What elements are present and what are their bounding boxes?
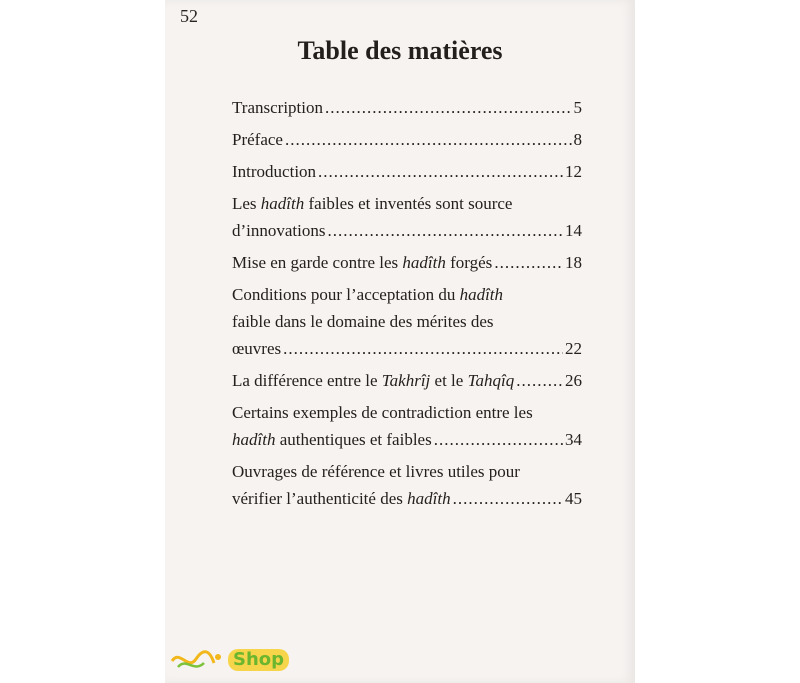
toc-text-part: hadîth xyxy=(260,194,305,213)
toc-text-part: faible dans le domaine des mérites des xyxy=(232,312,494,331)
toc-entry-line xyxy=(232,281,582,308)
toc-entry-text xyxy=(232,126,283,153)
toc-entry xyxy=(232,367,582,394)
toc-page-number: 22 xyxy=(565,339,582,358)
toc-entry-line xyxy=(232,399,582,426)
toc-leader-dots xyxy=(453,485,563,512)
toc-page-number: 45 xyxy=(565,489,582,508)
toc-entry-text xyxy=(232,308,494,335)
toc-entry xyxy=(232,281,582,362)
toc-text-part: hadîth xyxy=(232,430,276,449)
toc-text-part: authentiques et faibles xyxy=(275,430,432,449)
toc-entry-text xyxy=(232,281,503,308)
toc-text-part: forgés xyxy=(445,253,493,272)
toc-entry xyxy=(232,190,582,244)
shop-logo xyxy=(170,647,289,673)
toc-entry-line xyxy=(232,94,582,121)
toc-entry xyxy=(232,126,582,153)
toc-leader-dots xyxy=(285,126,572,153)
toc-text-part: hadîth xyxy=(459,285,504,304)
toc-leader-dots xyxy=(283,335,563,362)
toc-text-part: œuvres xyxy=(232,339,282,358)
toc-entry-line xyxy=(232,190,582,217)
toc-entry-text xyxy=(232,335,281,362)
toc-text-part: faibles et inventés sont source xyxy=(304,194,513,213)
toc-page-number: 5 xyxy=(573,98,582,117)
toc-entry-text xyxy=(232,485,451,512)
toc-entry-text xyxy=(232,158,316,185)
toc-leader-dots xyxy=(318,158,563,185)
toc-page-number: 34 xyxy=(565,430,582,449)
toc-text-part: hadîth xyxy=(402,253,446,272)
toc-entry-text xyxy=(232,367,514,394)
toc-leader-dots xyxy=(328,217,564,244)
toc-entry-line xyxy=(232,126,582,153)
toc-text-part: Les xyxy=(232,194,261,213)
toc-page-number: 18 xyxy=(565,253,582,272)
toc-entry-text xyxy=(232,94,323,121)
toc-text-part: Certains exemples de contradiction entre les xyxy=(232,403,533,422)
swirl-icon xyxy=(170,647,228,673)
toc-entry-line xyxy=(232,335,582,362)
toc-entry xyxy=(232,94,582,121)
toc-entry xyxy=(232,158,582,185)
toc-leader-dots xyxy=(516,367,563,394)
toc-text-part: Introduction xyxy=(232,162,317,181)
toc-text-part: Mise en garde contre les xyxy=(232,253,403,272)
page-title: Table des matières xyxy=(297,36,503,65)
toc-entry-text xyxy=(232,399,533,426)
toc-entry-text xyxy=(232,190,512,217)
toc-entry-text xyxy=(232,217,326,244)
toc-text-part: et le xyxy=(430,371,468,390)
shop-logo-text: Shop xyxy=(228,649,289,671)
toc-entry-line xyxy=(232,249,582,276)
toc-entry xyxy=(232,458,582,512)
toc-page-number: 26 xyxy=(565,371,582,390)
toc-text-part: La différence entre le xyxy=(232,371,382,390)
toc-page-number: 14 xyxy=(565,221,582,240)
toc-leader-dots xyxy=(325,94,572,121)
toc-leader-dots xyxy=(434,426,563,453)
table-of-contents xyxy=(232,94,582,517)
toc-text-part: Transcription xyxy=(232,98,323,117)
toc-leader-dots xyxy=(494,249,563,276)
toc-entry-line xyxy=(232,485,582,512)
toc-text-part: Ouvrages de référence et livres utiles pour xyxy=(232,462,520,481)
toc-entry-line xyxy=(232,367,582,394)
toc-text-part: d’innovations xyxy=(232,221,326,240)
toc-entry xyxy=(232,399,582,453)
toc-text-part: Conditions pour l’acceptation du xyxy=(232,285,460,304)
toc-text-part: Tahqîq xyxy=(467,371,515,390)
toc-entry-text xyxy=(232,249,492,276)
toc-text-part: vérifier l’authenticité des xyxy=(232,489,408,508)
toc-page-number: 8 xyxy=(573,130,582,149)
toc-text-part: Takhrîj xyxy=(381,371,431,390)
toc-entry-line xyxy=(232,158,582,185)
toc-entry-line xyxy=(232,308,582,335)
toc-page-number: 12 xyxy=(565,162,582,181)
page-number: 52 xyxy=(180,6,198,26)
toc-entry-text xyxy=(232,458,520,485)
toc-entry xyxy=(232,249,582,276)
toc-entry-line xyxy=(232,217,582,244)
toc-text-part: Préface xyxy=(232,130,283,149)
toc-entry-text xyxy=(232,426,432,453)
toc-text-part: hadîth xyxy=(407,489,451,508)
toc-entry-line xyxy=(232,458,582,485)
toc-entry-line xyxy=(232,426,582,453)
